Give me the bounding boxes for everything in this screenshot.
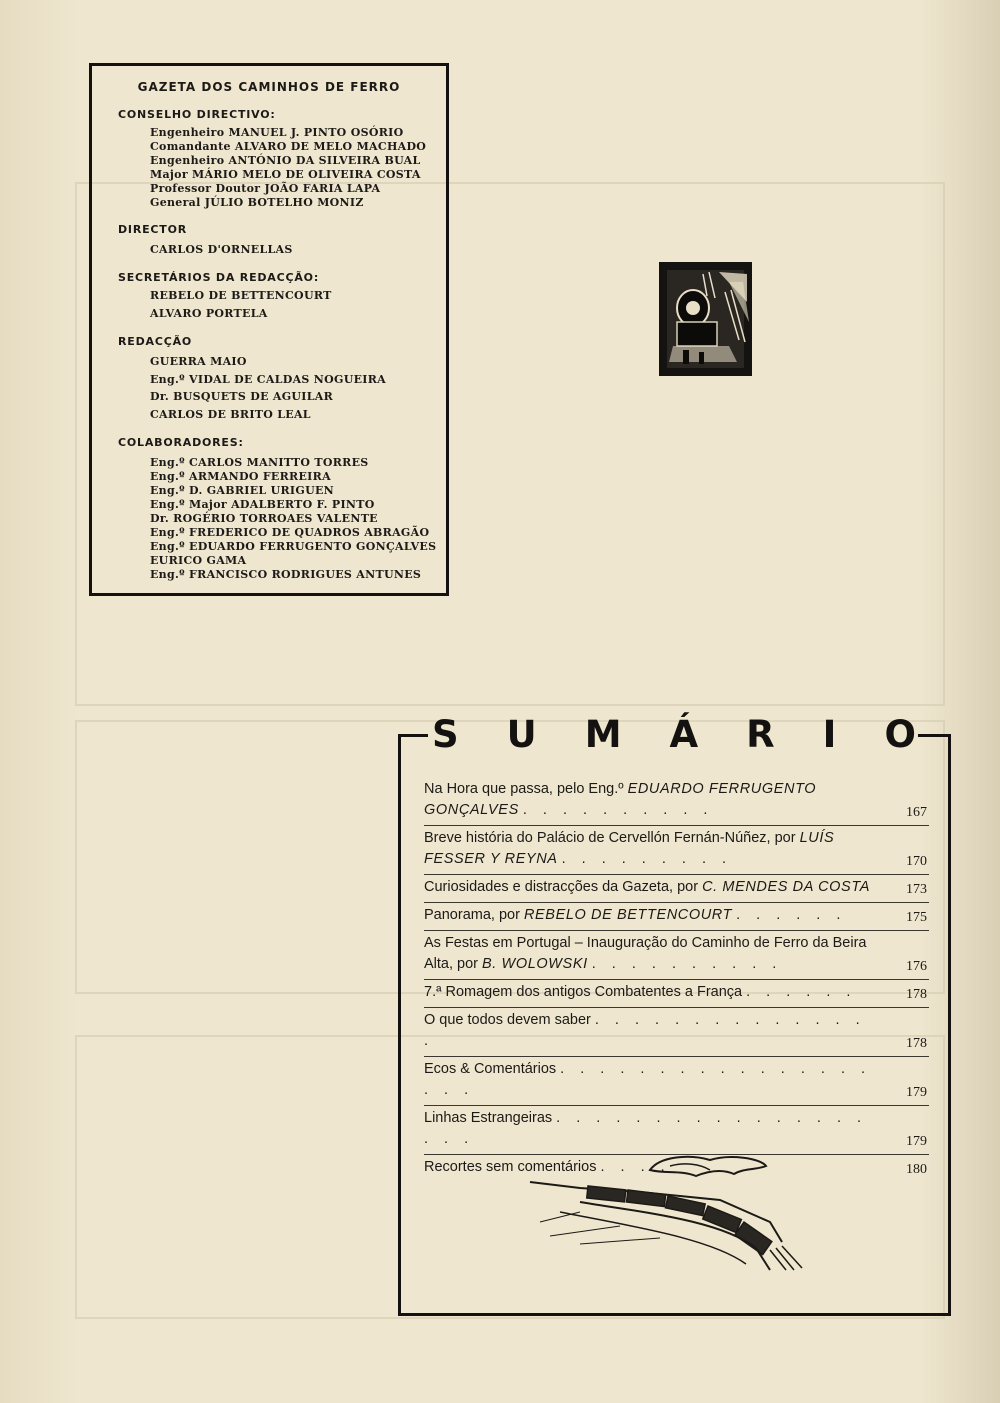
sumario-title-letter: U [506, 713, 537, 756]
toc-entry-page: 180 [906, 1162, 927, 1177]
conselho-member: Professor Doutor JOÃO FARIA LAPA [150, 182, 381, 195]
conselho-member: Major MÁRIO MELO DE OLIVEIRA COSTA [150, 168, 421, 181]
toc-entry-title: Breve história do Palácio de Cervellón Fernán-Núñez, por [424, 830, 800, 846]
leader-dots: . . . . . . . . . . [522, 802, 714, 818]
toc-entry[interactable] [424, 875, 929, 903]
toc-entry[interactable] [424, 931, 929, 980]
director-heading: DIRECTOR [118, 223, 188, 236]
colaborador-member: EURICO GAMA [150, 554, 247, 567]
toc-entry[interactable] [424, 826, 929, 875]
publication-name: GAZETA DOS CAMINHOS DE FERRO [137, 80, 401, 94]
toc-entry-page: 167 [906, 805, 927, 820]
train-illustration-icon [520, 1152, 816, 1272]
colaborador-member: Eng.º ARMANDO FERREIRA [150, 470, 331, 483]
toc-entry-title: Na Hora que passa, pelo Eng.º [424, 781, 628, 797]
toc-entry[interactable] [424, 903, 929, 931]
colaborador-member: Eng.º CARLOS MANITTO TORRES [150, 456, 369, 469]
toc-entry[interactable] [424, 777, 929, 826]
leader-dots: . . . . . . [736, 907, 847, 923]
sumario-title [432, 713, 916, 756]
toc-entry-title: O que todos devem saber [424, 1012, 591, 1028]
conselho-member: General JÚLIO BOTELHO MONIZ [150, 196, 364, 209]
staff-box [89, 63, 449, 596]
colaborador-member: Eng.º D. GABRIEL URIGUEN [150, 484, 335, 497]
toc-entry[interactable] [424, 980, 929, 1008]
toc-entry-author: REBELO DE BETTENCOURT [523, 907, 733, 923]
toc-entry-author: C. MENDES DA COSTA [702, 879, 870, 895]
leader-dots: . . . . . . . . . . . . . . . . . . . [424, 1061, 872, 1098]
sumario-rule-left [398, 734, 428, 737]
secretario-member: ALVARO PORTELA [150, 306, 268, 320]
redaccao-member: Eng.º VIDAL DE CALDAS NOGUEIRA [150, 372, 387, 386]
redaccao-heading: REDACÇÃO [118, 335, 193, 348]
toc-entry-title: Linhas Estrangeiras [424, 1110, 553, 1126]
redaccao-member: CARLOS DE BRITO LEAL [150, 407, 311, 421]
toc-entry-title: As Festas em Portugal – Inauguração do Caminho de Ferro da Beira Alta, por [424, 935, 867, 972]
director-name: CARLOS D'ORNELLAS [150, 243, 293, 256]
conselho-member: Engenheiro ANTÓNIO DA SILVEIRA BUAL [150, 154, 421, 167]
toc-entry-page: 179 [906, 1134, 927, 1149]
table-of-contents [424, 777, 929, 1182]
redaccao-member: GUERRA MAIO [150, 355, 247, 368]
redaccao-member: Dr. BUSQUETS DE AGUILAR [150, 390, 334, 403]
toc-entry-page: 175 [906, 910, 927, 925]
toc-entry-author: EDUARDO FERRUGENTO GONÇALVES [424, 781, 817, 818]
leader-dots: . . . . . . . . . . . . . . . . . . . [424, 1110, 868, 1147]
colaborador-member: Eng.º FRANCISCO RODRIGUES ANTUNES [150, 568, 422, 581]
colaborador-member: Dr. ROGÉRIO TORROAES VALENTE [150, 512, 378, 525]
sumario-rule-right [918, 734, 951, 737]
conselho-member: Comandante ALVARO DE MELO MACHADO [150, 140, 427, 153]
locomotive-engraving-icon [659, 262, 752, 376]
leader-dots: . . . . . . . . . . [591, 956, 783, 972]
toc-entry-page: 178 [906, 1036, 927, 1051]
sumario-title-letter: O [884, 713, 916, 756]
sumario-title-letter: Á [669, 713, 699, 756]
toc-entry-page: 179 [906, 1085, 927, 1100]
conselho-member: Engenheiro MANUEL J. PINTO OSÓRIO [150, 126, 404, 139]
toc-entry-title: Ecos & Comentários [424, 1061, 557, 1077]
toc-entry-page: 176 [906, 959, 927, 974]
leader-dots: . . . . . . [746, 984, 857, 1000]
colaborador-member: Eng.º Major ADALBERTO F. PINTO [150, 498, 375, 511]
toc-entry-title: Curiosidades e distracções da Gazeta, por [424, 879, 703, 895]
sumario-title-letter: I [822, 713, 837, 756]
sumario-title-letter: R [746, 713, 775, 756]
secretarios-heading: SECRETÁRIOS DA REDACÇÃO: [118, 271, 320, 284]
leader-dots: . . . . . . . . . [561, 851, 733, 867]
conselho-heading: CONSELHO DIRECTIVO: [118, 108, 276, 121]
colaborador-member: Eng.º FREDERICO DE QUADROS ABRAGÃO [150, 526, 430, 539]
leader-dots: . . . . . . . . . . . . . . . [424, 1012, 866, 1049]
secretario-member: REBELO DE BETTENCOURT [150, 289, 332, 302]
toc-entry[interactable] [424, 1106, 929, 1155]
toc-entry[interactable] [424, 1057, 929, 1106]
toc-entry-author: B. WOLOWSKI [482, 956, 588, 972]
toc-entry-page: 173 [906, 882, 927, 897]
toc-entry-page: 170 [906, 854, 927, 869]
toc-entry-page: 178 [906, 987, 927, 1002]
colaboradores-heading: COLABORADORES: [118, 436, 244, 449]
toc-entry-title: Recortes sem comentários [424, 1159, 597, 1175]
sumario-title-letter: S [432, 713, 459, 756]
toc-entry-title: 7.ª Romagem dos antigos Combatentes a França [424, 984, 743, 1000]
toc-entry-title: Panorama, por [424, 907, 524, 923]
toc-entry-author: LUÍS FESSER Y REYNA [424, 830, 835, 867]
toc-entry[interactable] [424, 1008, 929, 1057]
sumario-title-letter: M [584, 713, 622, 756]
leader-dots: . . . . [600, 1159, 671, 1175]
colaborador-member: Eng.º EDUARDO FERRUGENTO GONÇALVES [150, 540, 437, 553]
